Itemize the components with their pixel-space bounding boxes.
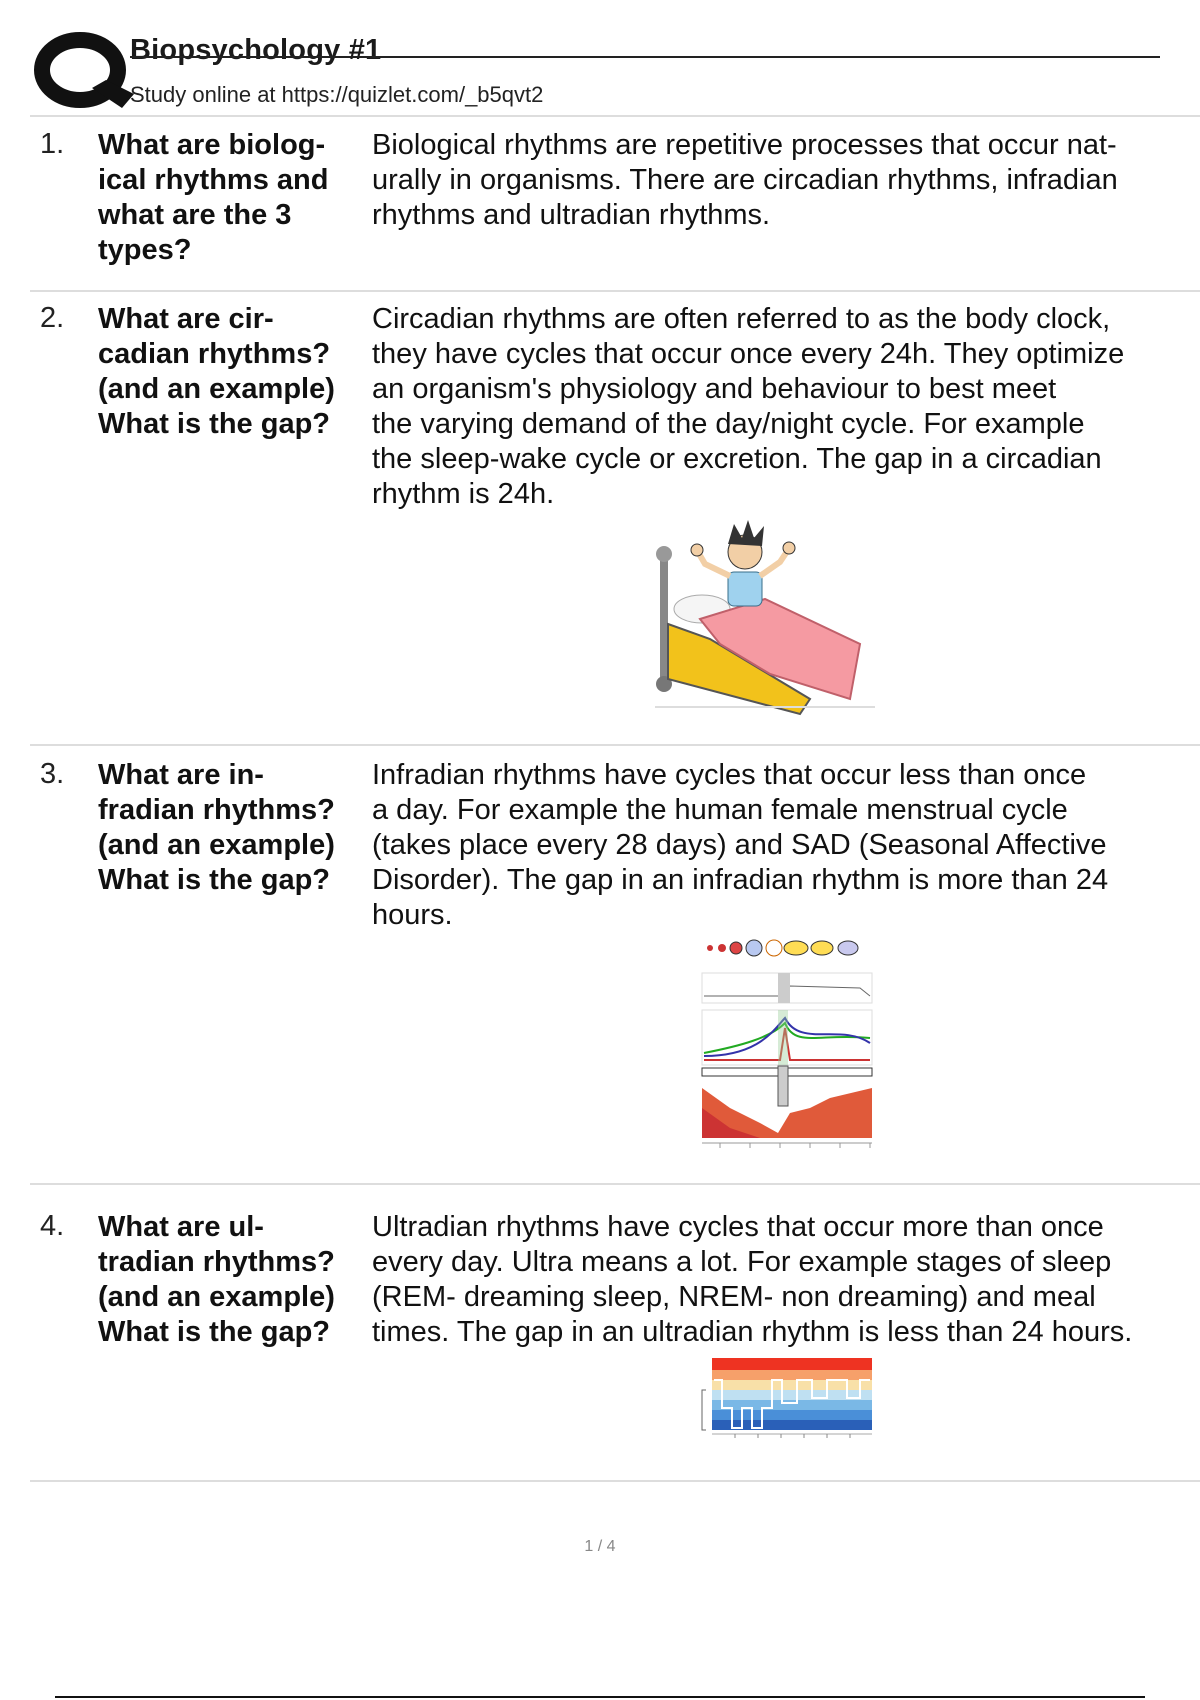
- card-answer: Infradian rhythms have cycles that occur less than once a day. For example the human female menstrual cycle (takes place every 28 days) and SAD (Seasonal Affective Disorder). The gap in an infradian rhythm is more than 24 hours.: [372, 759, 1109, 931]
- card-question: What are cir- cadian rhythms? (and an example) What is the gap?: [98, 303, 335, 440]
- card-number: 1.: [40, 128, 65, 160]
- card-question: What are ul- tradian rhythms? (and an example) What is the gap?: [98, 1211, 335, 1348]
- page-header: [30, 28, 1140, 118]
- card-divider: [30, 744, 1200, 746]
- card-divider: [30, 1480, 1200, 1482]
- card-question: What are in- fradian rhythms? (and an example) What is the gap?: [98, 759, 335, 896]
- header-divider: [30, 115, 1200, 117]
- card-question: What are biolog- ical rhythms and what are the 3 types?: [98, 129, 329, 266]
- page-bottom-rule: [55, 1696, 1145, 1698]
- menstrual-cycle-chart-image: [700, 938, 880, 1160]
- card-answer: Biological rhythms are repetitive processes that occur nat- urally in organisms. There are circadian rhythms, infradian rhythms and ultradian rhythms.: [372, 129, 1118, 231]
- card-answer: Ultradian rhythms have cycles that occur more than once every day. Ultra means a lot. For example stages of sleep (REM- dreaming sleep, NREM- non dreaming) and meal times. The gap in an ultradian rhythm is less than 24 hours.: [372, 1211, 1133, 1348]
- card-number: 3.: [40, 758, 65, 790]
- card-divider: [30, 1183, 1200, 1185]
- study-online-link[interactable]: Study online at https://quizlet.com/_b5qvt2: [130, 82, 544, 107]
- card-answer: Circadian rhythms are often referred to as the body clock, they have cycles that occur once every 24h. They optimize an organism's physiology and behaviour to best meet the varying demand of the day/night cycle. For example the sleep-wake cycle or excretion. The gap in a circadian rhythm is 24h.: [372, 303, 1125, 510]
- card-divider: [30, 290, 1200, 292]
- page-title: Biopsychology #1: [130, 34, 382, 66]
- sleep-stages-hypnogram-image: [662, 1358, 892, 1458]
- quizlet-logo-icon: [30, 30, 142, 112]
- card-number: 4.: [40, 1210, 65, 1242]
- cartoon-waking-in-bed-image: [650, 514, 880, 724]
- card-number: 2.: [40, 302, 65, 334]
- page-number: 1 / 4: [584, 1538, 616, 1555]
- title-underline: [130, 56, 1160, 58]
